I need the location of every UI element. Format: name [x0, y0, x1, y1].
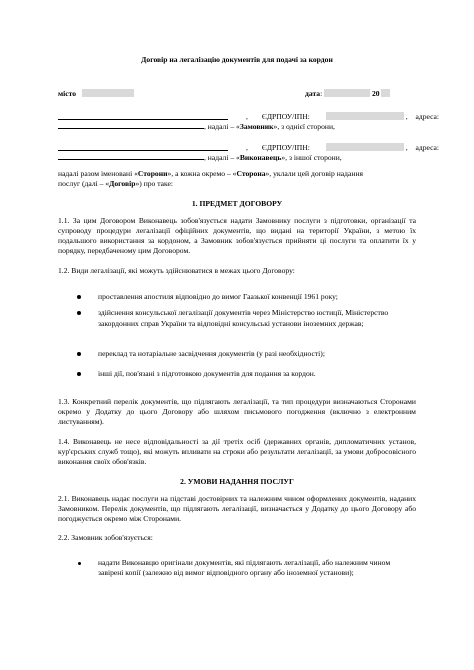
city-field[interactable] [82, 89, 134, 97]
year-field[interactable] [381, 89, 390, 97]
party1-line2: , надалі – «Замовник», з однієї сторони, [58, 121, 335, 132]
party1-address-field[interactable] [58, 121, 204, 129]
clause-1-1: 1.1. За цим Договором Виконавець зобов'язується надати Замовнику послуги з підготовки, організації та супроводу процедури легалізації офіційних документів, що видані на території України, з метою їх подальшого використання за кордоном, а Замовник зобов'язується прийняти ці послуги та оплатити їх у порядку, передбаченому цим Договором. [58, 216, 416, 255]
party1-address-label: адреса: [415, 112, 440, 121]
list-item: інші дії, пов'язані з підготовкою документів для подання за кордон. [98, 369, 316, 378]
bullet-icon [77, 295, 81, 299]
clause-1-3: 1.3. Конкретний перелік документів, що підлягають легалізації, та тип процедури визначаються Сторонами окремо у Додатку до цього Договору або шляхом письмового погодження (включно з електронним листуванням). [58, 397, 416, 426]
list-item: переклад та нотаріальне засвідчення документів (у разі необхідності); [98, 349, 325, 358]
party1-name-field[interactable] [58, 112, 228, 120]
list-item: проставлення апостиля відповідно до вимог Гаазької конвенції 1961 року; [98, 292, 338, 301]
bullet-icon [77, 352, 81, 356]
party1-edrpou-label: ЄДРПОУ/ІПН: [261, 112, 310, 121]
list-item: надати Виконавцю оригінали документів, які підлягають легалізації, або належним чином завірені копії (залежно від вимог відповідного органу або іноземної установи); [98, 558, 391, 577]
clause-1-4: 1.4. Виконавець не несе відповідальності за дії третіх осіб (державних органів, дипломатичних установ, кур'єрських служб тощо), які можуть впливати на строки або результати легалізації, за умови добросовісного виконання своїх обов'язків. [58, 437, 416, 466]
clause-1-2: 1.2. Види легалізації, які можуть здійснюватися в межах цього Договору: [58, 266, 295, 275]
date-row: дата: 20 [305, 89, 390, 99]
party2-edrpou-field[interactable] [326, 143, 404, 151]
party2-line2: , надалі – «Виконавець», з іншої сторони, [58, 152, 342, 163]
city-row [58, 89, 134, 99]
bullet-icon [77, 311, 81, 315]
section2-heading: 2. УМОВИ НАДАННЯ ПОСЛУГ [180, 477, 294, 486]
date-label: дата [305, 89, 321, 98]
clause-2-1: 2.1. Виконавець надає послуги на підставі достовірних та належним чином оформлених документів, наданих Замовником. Перелік документів, що підлягають легалізації, визначається у Додатку до цього Договору або погоджується окремо між Сторонами. [58, 494, 416, 523]
party1-edrpou: , ЄДРПОУ/ІПН: , адреса: [246, 112, 440, 121]
party2-name-field[interactable] [58, 143, 228, 151]
list-item: здійснення консульської легалізації документів через Міністерство юстиції, Міністерство закордонних справ України та відповідні консульські установи іноземних держав; [98, 308, 389, 328]
document-title: Договір на легалізацію документів для подачі за кордон [141, 55, 333, 64]
party1-edrpou-field[interactable] [326, 112, 404, 120]
intro-line2: послуг (далі – «Договір») про таке: [58, 179, 174, 188]
clause-2-2: 2.2. Замовник зобов'язується: [58, 533, 153, 542]
party2-role: Виконавець [239, 153, 282, 162]
party2-address-label: адреса: [415, 143, 440, 152]
bullet-icon [77, 372, 81, 376]
party2-address-field[interactable] [58, 152, 204, 160]
date-field[interactable] [324, 89, 370, 97]
party2-edrpou: , ЄДРПОУ/ІПН: , адреса: [246, 143, 440, 152]
year-prefix: 20 [371, 89, 380, 98]
section1-heading: 1. ПРЕДМЕТ ДОГОВОРУ [191, 199, 283, 208]
intro-line1: надалі разом іменовані «Сторони», а кожна окремо – «Сторона», уклали цей договір надання [58, 169, 364, 178]
party2-edrpou-label: ЄДРПОУ/ІПН: [261, 143, 310, 152]
city-label: місто [58, 89, 77, 98]
bullet-icon [78, 562, 81, 565]
party1-role: Замовник [239, 122, 274, 131]
